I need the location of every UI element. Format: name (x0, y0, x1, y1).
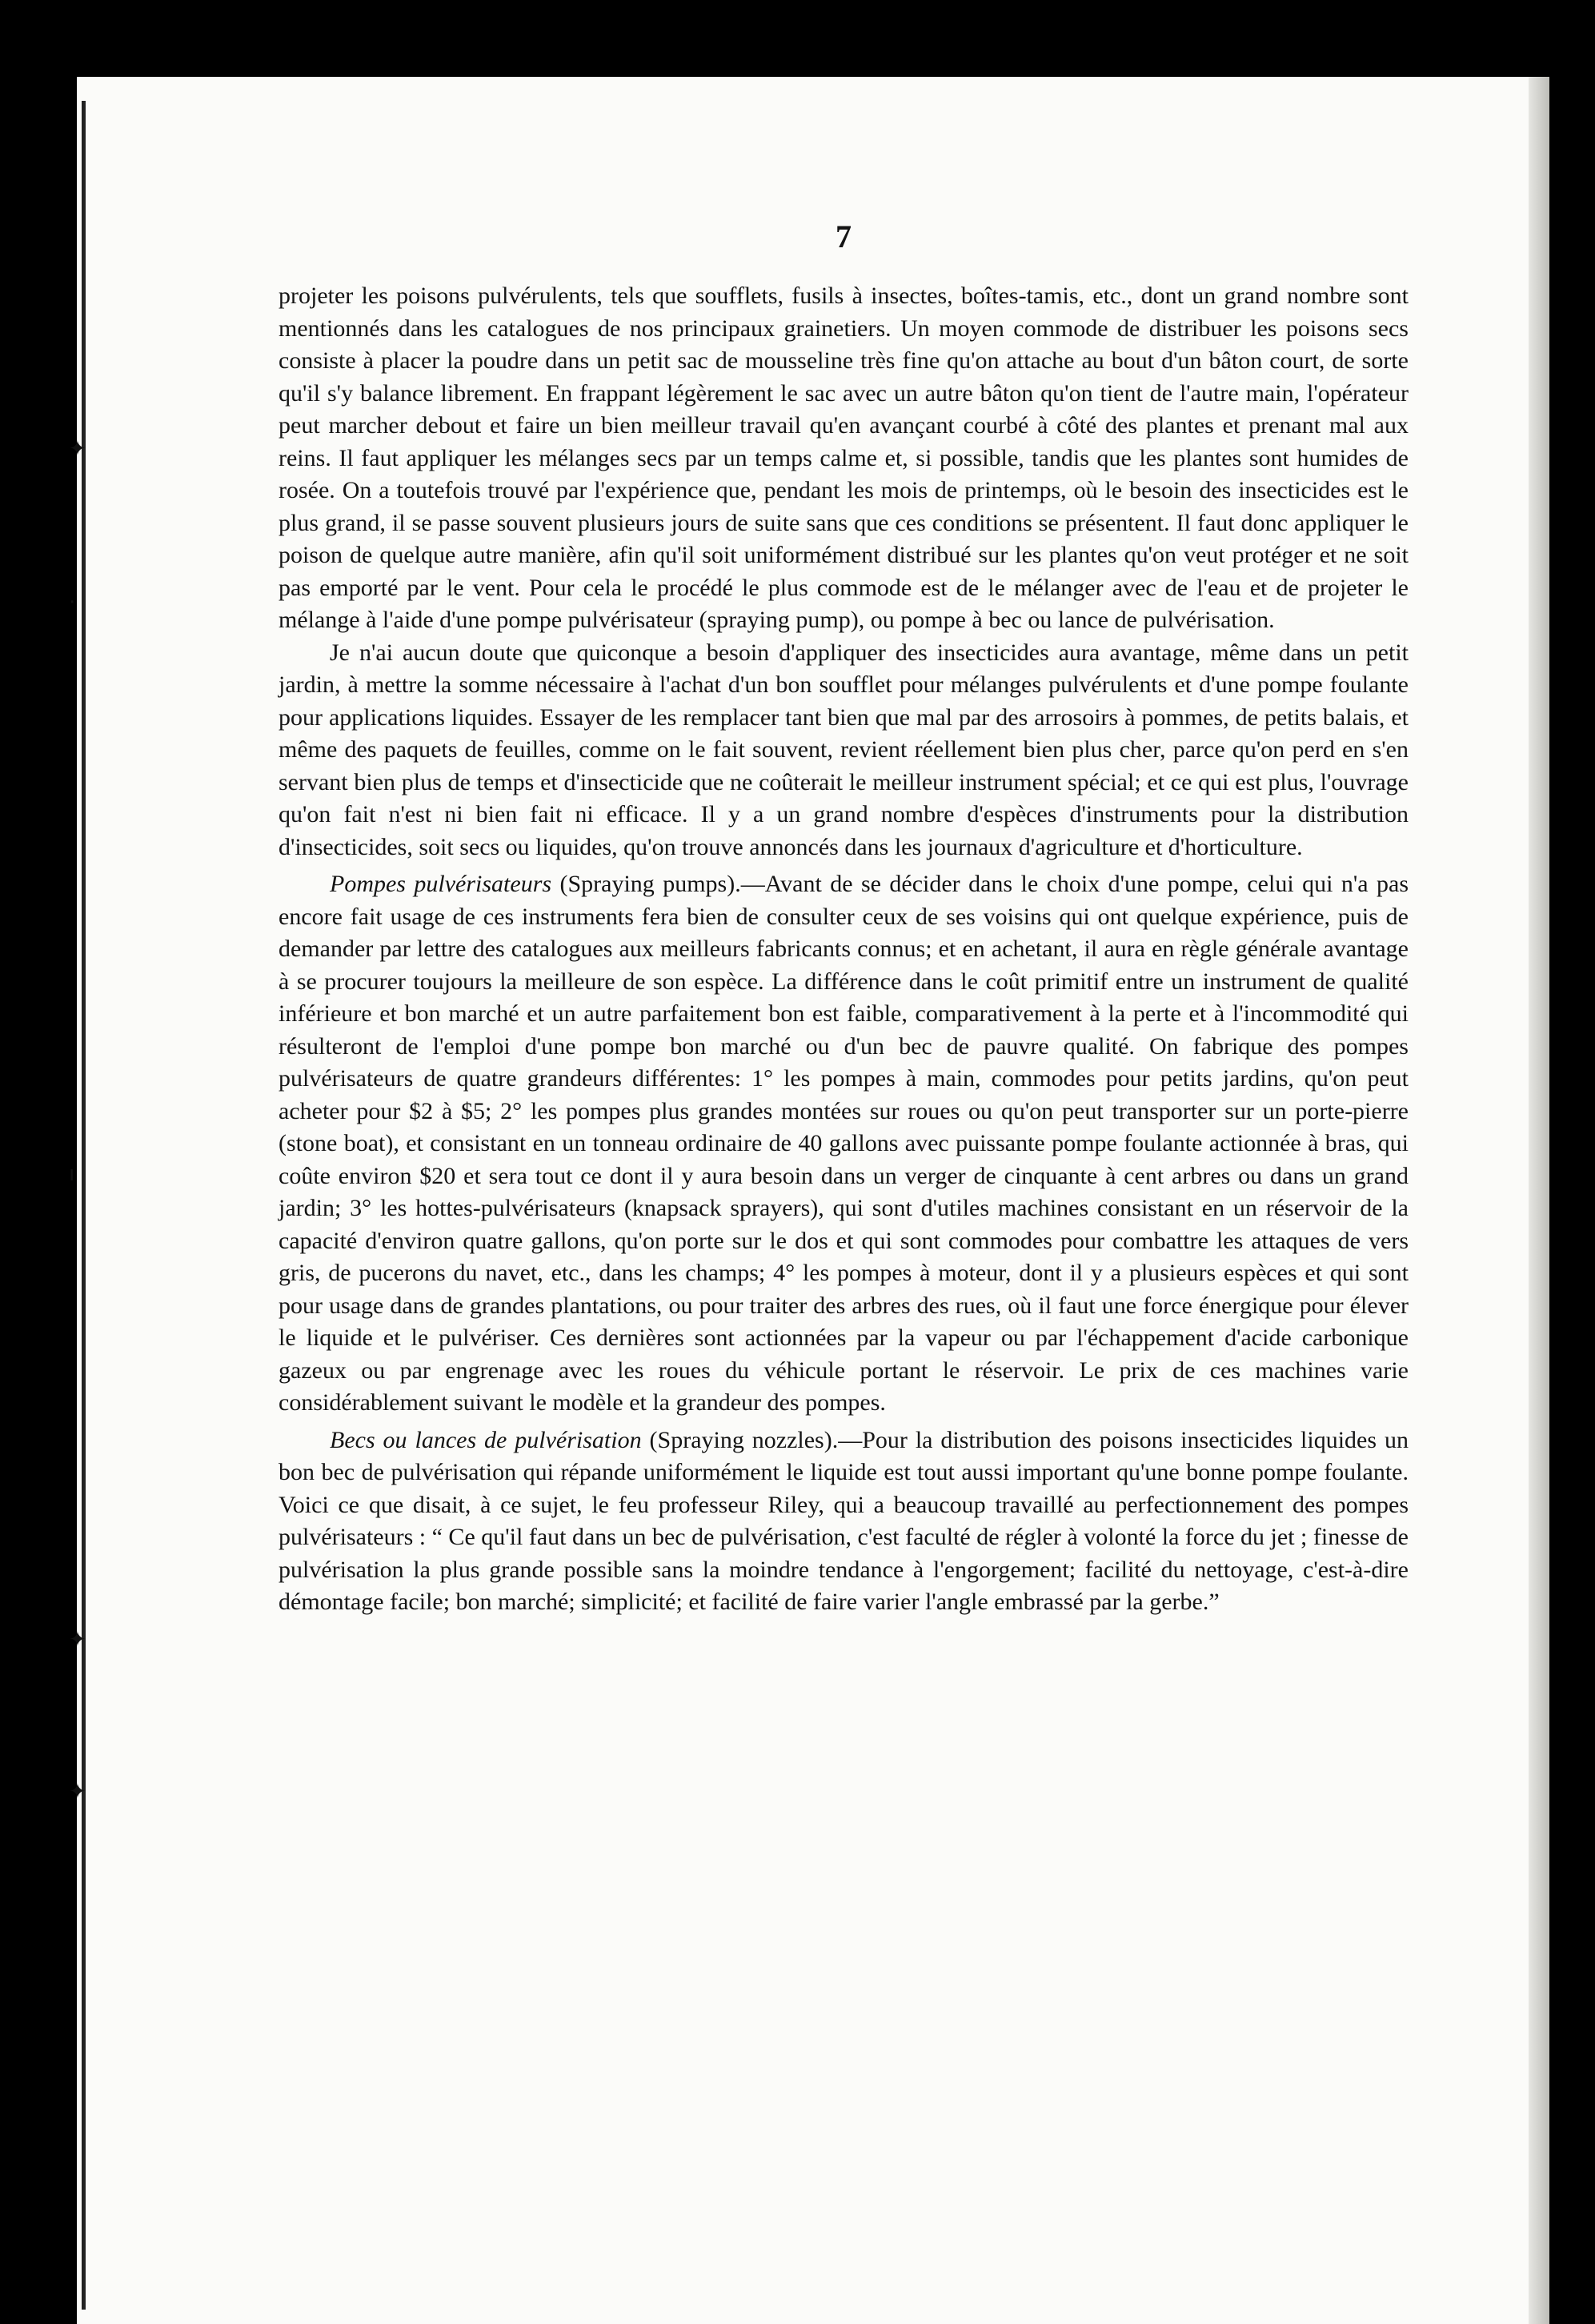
margin-mark: · (69, 591, 76, 615)
binding-edge-line (82, 101, 86, 2310)
section-heading-spraying-nozzles: Becs ou lances de pulvérisation (330, 1426, 642, 1453)
body-text (279, 218, 1409, 1619)
scanned-page (69, 77, 1549, 2324)
paragraph-sprayers-intro: projeter les poisons pulvérulents, tels que soufflets, fusils à insectes, boîtes-tamis, etc., dont un grand nombre sont mentionnés dans les catalogues de nos principaux grainetiers. Un moyen commode de distribuer les poisons secs consiste à placer la poudre dans un petit sac de mousseline très fine qu'on attache au bout d'un bâton court, de sorte qu'il s'y balance librement. En frappant légèrement le sac avec un autre bâton qu'on tient de l'autre main, l'opérateur peut marcher debout et faire un bien meilleur travail qu'en avançant courbé à côté des plantes et prenant mal aux reins. Il faut appliquer les mélanges secs par un temps calme et, si possible, tandis que les plantes sont humides de rosée. On a toutefois trouvé par l'expérience que, pendant les mois de printemps, où le besoin des insecticides est le plus grand, il se passe souvent plusieurs jours de suite sans que ces conditions se présentent. Il faut donc appliquer le poison de quelque autre manière, afin qu'il soit uniformément distribué sur les plantes qu'on veut protéger et ne soit pas emporté par le vent. Pour cela le procédé le plus commode est de le mélanger avec de l'eau et de projeter le mélange à l'aide d'une pompe pulvérisateur (spraying pump), ou pompe à bec ou lance de pulvérisation. (279, 282, 1409, 633)
section-heading-spraying-pumps: Pompes pulvérisateurs (330, 871, 552, 897)
paragraph-spraying-nozzles-text: (Spraying nozzles).—Pour la distribution des poisons insecticides liquides un bon bec de pulvérisation qui répande uniformément le liquide est tout aussi important qu'une bonne pompe foulante. Voici ce que disait, à ce sujet, le feu professeur Riley, qui a beaucoup travaillé au perfectionnement des pompes pulvérisateurs : “ Ce qu'il faut dans un bec de pulvérisation, c'est faculté de régler à volonté la force du jet ; finesse de pulvérisation la plus grande possible sans la moindre tendance à l'engorgement; facilité du nettoyage, c'est-à-dire démontage facile; bon marché; simplicité; et facilité de faire varier l'angle embrassé par la gerbe.” (279, 1426, 1409, 1615)
paragraph-spraying-pumps (279, 868, 1409, 1420)
margin-mark: ✦ (69, 1780, 86, 1804)
page-number: 7 (836, 218, 852, 254)
paragraph-spraying-pumps-text: (Spraying pumps).—Avant de se décider dans le choix d'une pompe, celui qui n'a pas encore fait usage de ces instruments fera bien de consulter ceux de ses voisins qui ont quelque expérience, puis de demander par lettre des catalogues aux meilleurs fabricants connus; et en achetant, il aura en règle générale avantage à se procurer toujours la meilleure de son espèce. La différence dans le coût primitif entre un instrument de qualité inférieure et bon marché et un autre parfaitement bon est faible, comparativement à la perte et à l'incommodité qui résulteront de l'emploi d'une pompe bon marché ou d'un bec de pauvre qualité. On fabrique des pompes pulvérisateurs de quatre grandeurs différentes: 1° les pompes à main, commodes pour petits jardins, qu'on peut acheter pour $2 à $5; 2° les pompes plus grandes montées sur roues ou qu'on peut transporter sur un porte-pierre (stone boat), et consistant en un tonneau ordinaire de 40 gallons avec puissante pompe foulante actionnée à bras, qui coûte environ $20 et sera tout ce dont il y aura besoin dans un verger de cinquante à cent arbres ou dans un grand jardin; 3° les hottes-pulvérisateurs (knapsack sprayers), qui sont d'utiles machines consistant en un réservoir de la capacité d'environ quatre gallons, qu'on porte sur le dos et qui sont commodes pour combattre les attaques de vers gris, de pucerons du navet, etc., dans les champs; 4° les pompes à moteur, dont il y a plusieurs espèces et qui sont pour usage dans de grandes plantations, ou pour traiter des arbres des rues, où il faut une force énergique pour élever le liquide et le pulvériser. Ces dernières sont actionnées par la vapeur ou par l'échappement d'acide carbonique gazeux ou par engrenage avec les roues du véhicule portant le réservoir. Le prix de ces machines varie considérablement suivant le modèle et la grandeur des pompes. (279, 871, 1409, 1416)
paragraph-spraying-nozzles (279, 1424, 1409, 1619)
margin-mark: ı (69, 1162, 75, 1186)
margin-mark: ✦ (69, 437, 86, 461)
page-right-edge-shadow (1529, 77, 1549, 2324)
paragraph-instruments-advice: Je n'ai aucun doute que quiconque a besoin d'appliquer des insecticides aura avantage, même dans un petit jardin, à mettre la somme nécessaire à l'achat d'un bon soufflet pour mélanges pulvérulents et d'une pompe foulante pour applications liquides. Essayer de les remplacer tant bien que mal par des arrosoirs à pommes, de petits balais, et même des paquets de feuilles, comme on le fait souvent, revient réellement bien plus cher, parce qu'on perd en s'en servant bien plus de temps et d'insecticide que ne coûterait le meilleur instrument spécial; et ce qui est plus, l'ouvrage qu'on fait n'est ni bien fait ni efficace. Il y a un grand nombre d'espèces d'instruments pour la distribution d'insecticides, soit secs ou liquides, qu'on trouve annoncés dans les journaux d'agriculture et d'horticulture. (279, 639, 1409, 860)
margin-mark: ✦ (69, 1628, 86, 1652)
